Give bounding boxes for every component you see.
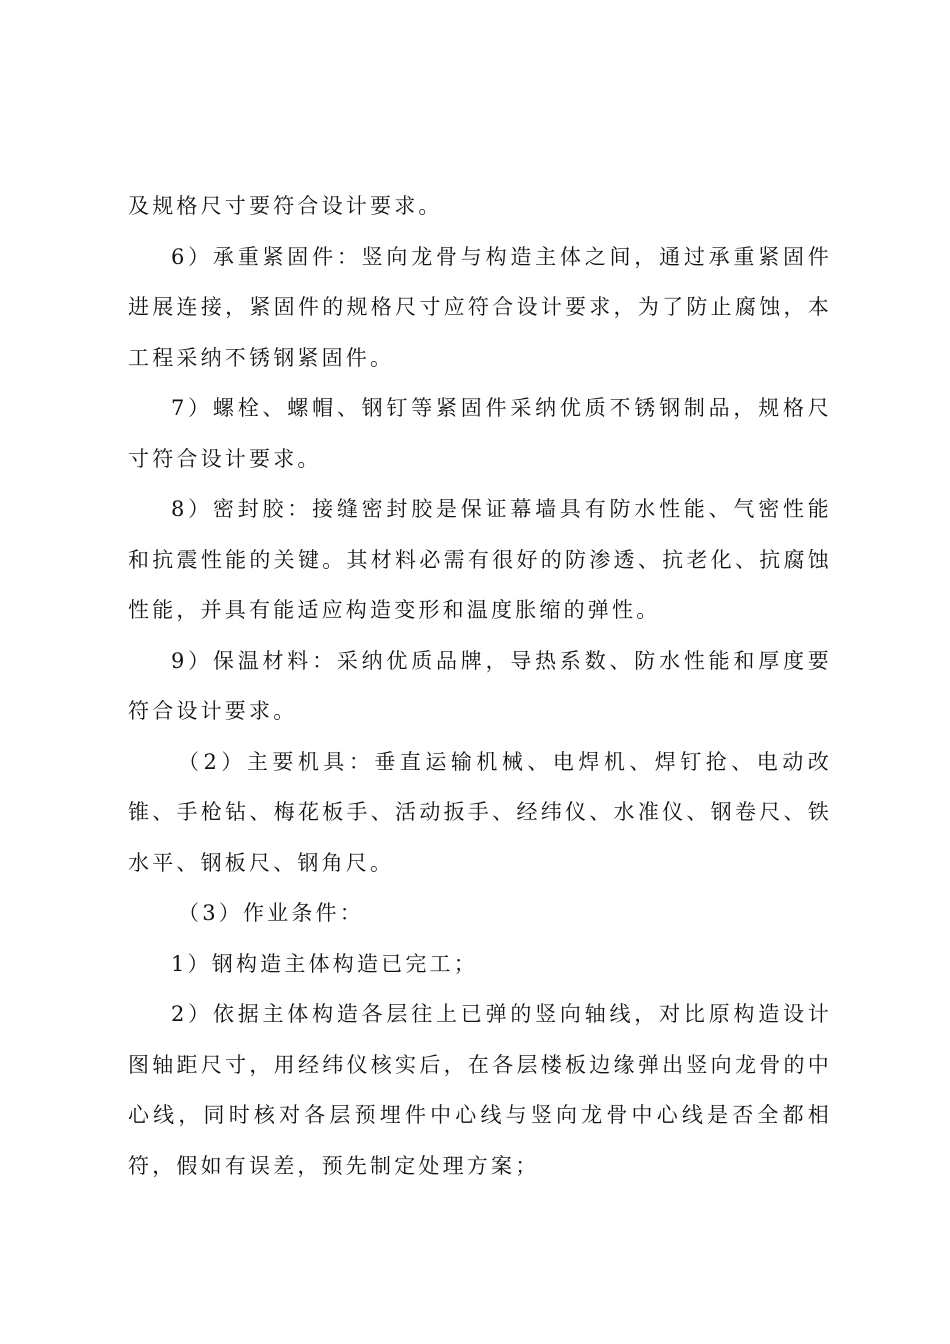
paragraph-item-6: 6）承重紧固件：竖向龙骨与构造主体之间，通过承重紧固件进展连接，紧固件的规格尺寸应符合设计要求，为了防止腐蚀，本工程采纳不锈钢紧固件。 [128,244,832,370]
paragraph-item-8: 8）密封胶：接缝密封胶是保证幕墙具有防水性能、气密性能和抗震性能的关键。其材料必需有很好的防渗透、抗老化、抗腐蚀性能，并具有能适应构造变形和温度胀缩的弹性。 [128,497,832,622]
paragraph-condition-2: 2）依据主体构造各层往上已弹的竖向轴线，对比原构造设计图轴距尺寸，用经纬仪核实后，在各层楼板边缘弹出竖向龙骨的中心线，同时核对各层预埋件中心线与竖向龙骨中心线是否全都相符，假如有误差，预先制定处理方案； [128,1002,832,1178]
paragraph-item-7: 7）螺栓、螺帽、钢钉等紧固件采纳优质不锈钢制品，规格尺寸符合设计要求。 [128,396,832,471]
paragraph-continuation: 及规格尺寸要符合设计要求。 [128,194,443,218]
paragraph-condition-1: 1）钢构造主体构造已完工； [171,951,478,976]
paragraph-item-9: 9）保温材料：采纳优质品牌，导热系数、防水性能和厚度要符合设计要求。 [128,648,832,723]
paragraph-section-2: （2）主要机具：垂直运输机械、电焊机、焊钉抢、电动改锥、手枪钻、梅花板手、活动扳手、经纬仪、水准仪、钢卷尺、铁水平、钢板尺、钢角尺。 [128,749,832,875]
document-body [128,181,832,1191]
paragraph-section-3: （3）作业条件： [178,901,364,925]
